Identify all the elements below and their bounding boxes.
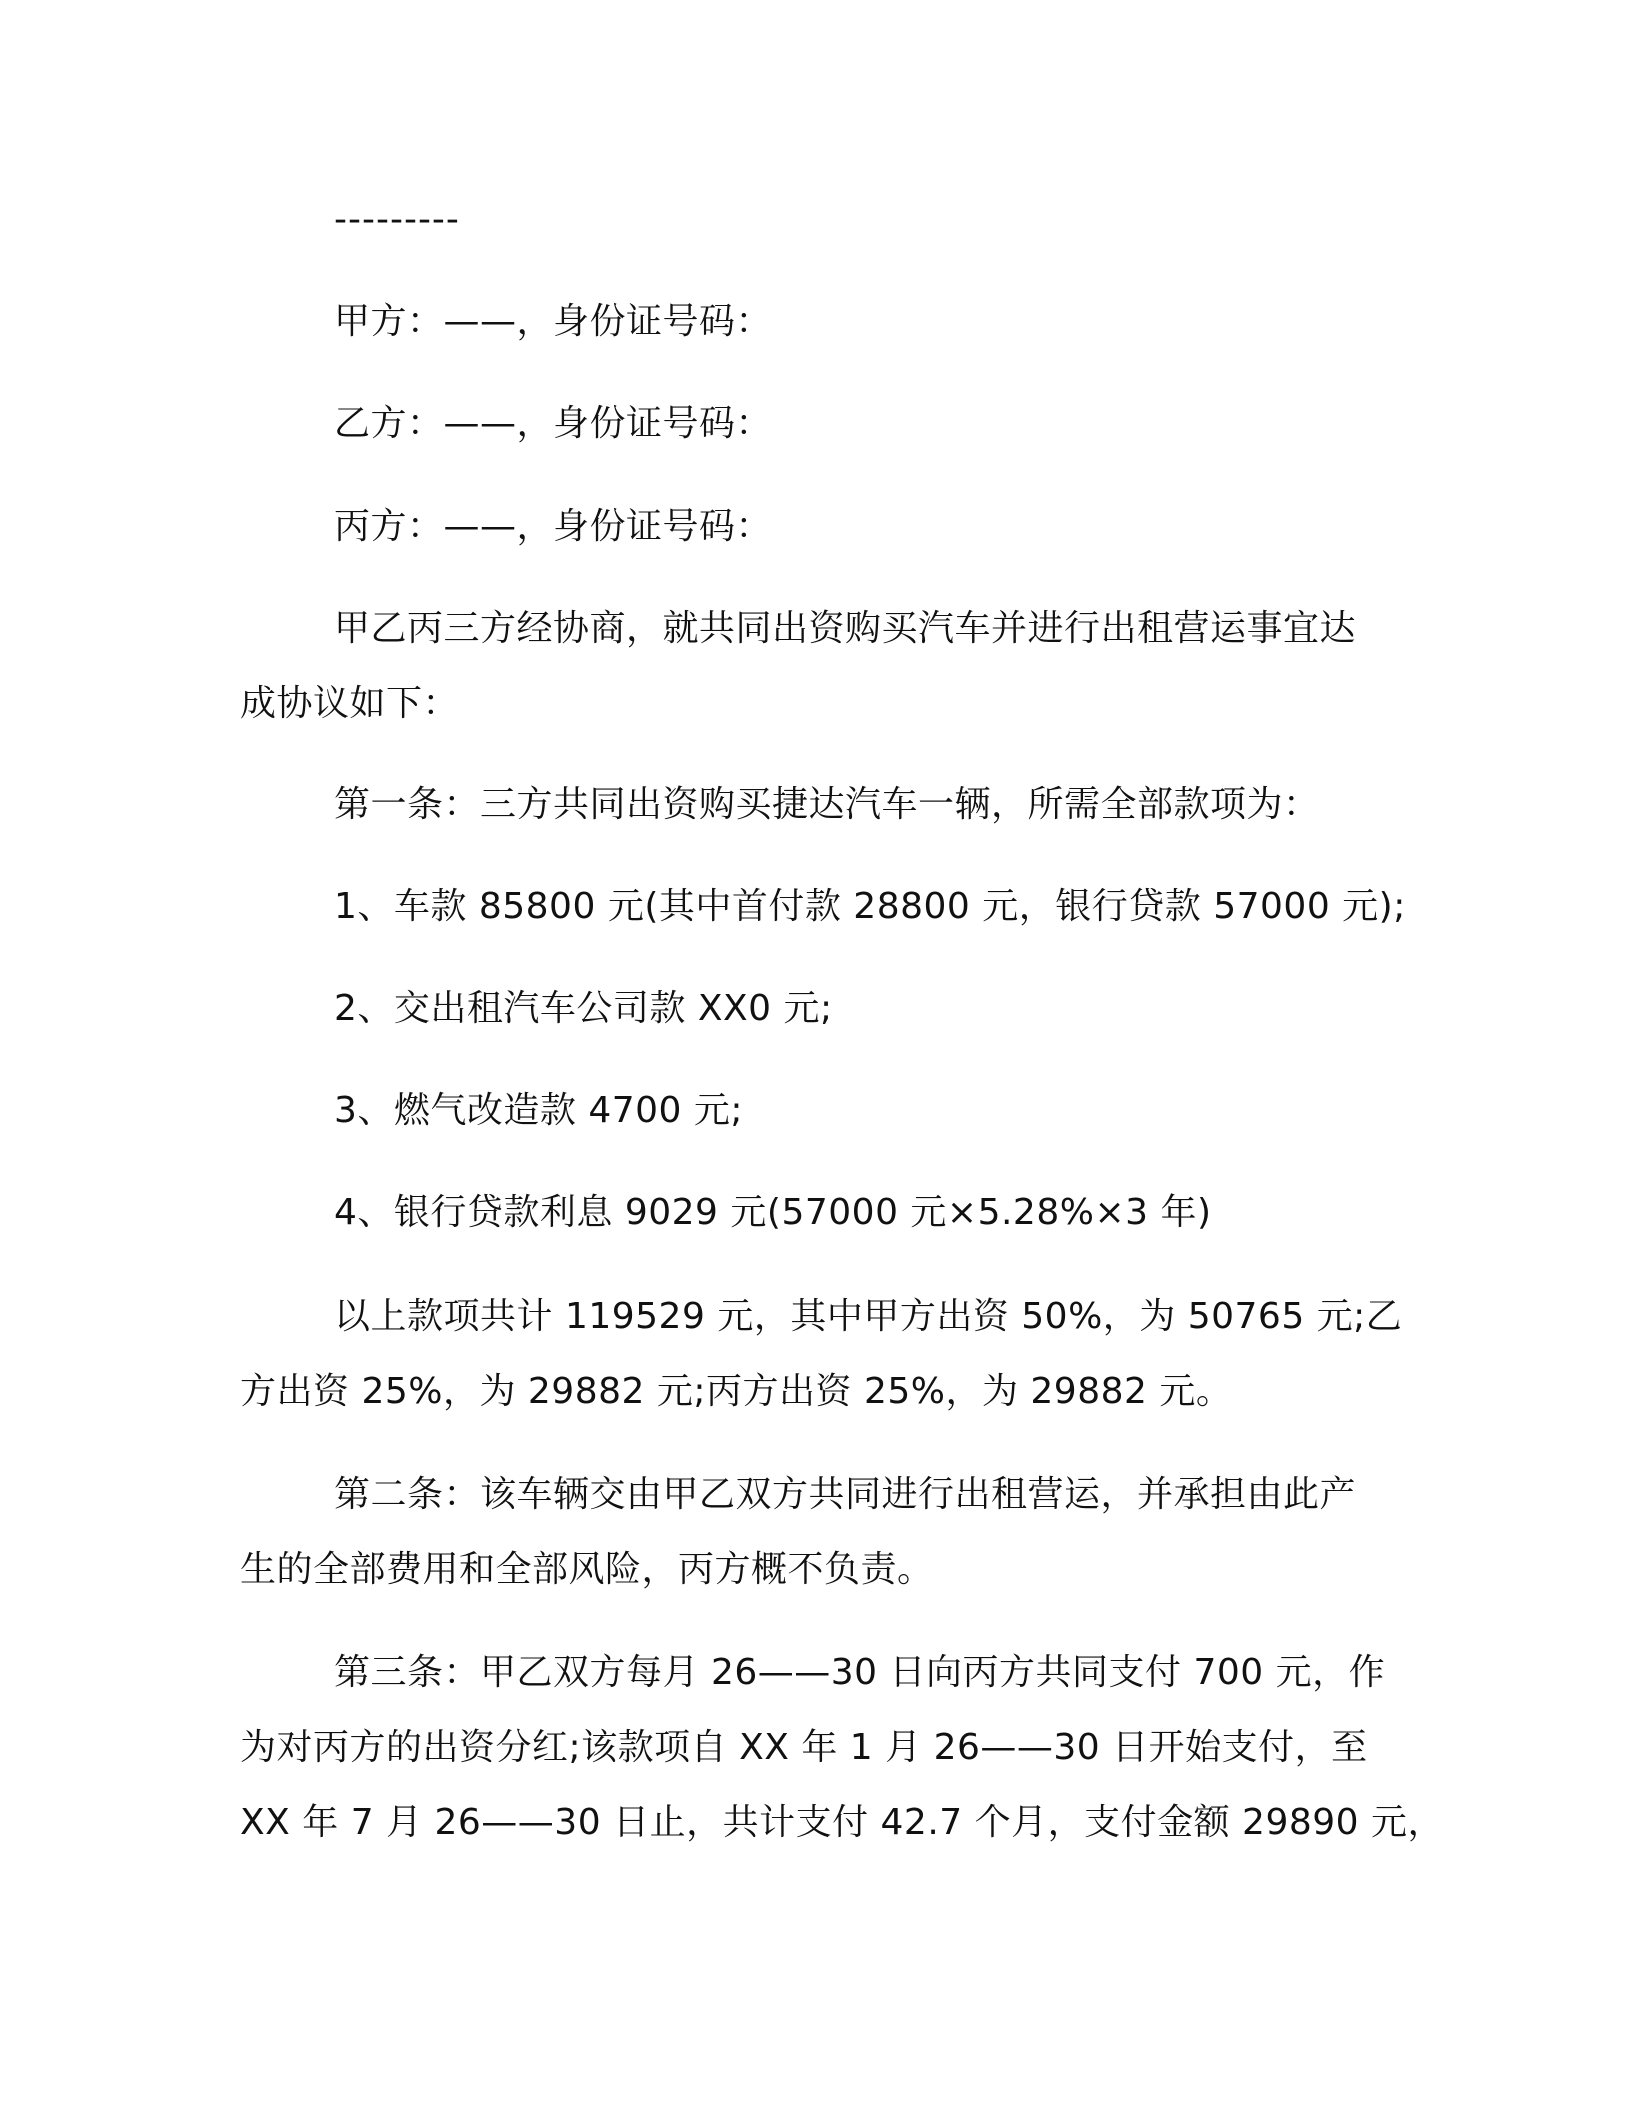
party-b-line: 乙方：——，身份证号码： (334, 403, 773, 444)
payment-item-4: 4、银行贷款利息 9029 元(57000 元×5.28%×3 年) (334, 1192, 1212, 1233)
payment-item-3: 3、燃气改造款 4700 元; (334, 1090, 744, 1131)
payment-item-2: 2、交出租汽车公司款 XX0 元; (334, 988, 833, 1029)
article-3-line-2: 为对丙方的出资分红;该款项自 XX 年 1 月 26——30 日开始支付，至 (240, 1727, 1368, 1768)
article-2-line-2: 生的全部费用和全部风险，丙方概不负责。 (240, 1549, 934, 1590)
intro-paragraph-line-2: 成协议如下： (240, 683, 460, 724)
article-1-line: 第一条：三方共同出资购买捷达汽车一辆，所需全部款项为： (334, 784, 1320, 825)
total-paragraph-line-1: 以上款项共计 119529 元，其中甲方出资 50%，为 50765 元;乙 (334, 1296, 1403, 1337)
payment-item-1: 1、车款 85800 元(其中首付款 28800 元，银行贷款 57000 元); (334, 886, 1406, 927)
party-a-line: 甲方：——，身份证号码： (334, 301, 773, 342)
article-3-line-3: XX 年 7 月 26——30 日止，共计支付 42.7 个月，支付金额 29890 元， (240, 1802, 1445, 1843)
intro-paragraph-line-1: 甲乙丙三方经协商，就共同出资购买汽车并进行出租营运事宜达 (334, 608, 1357, 649)
separator-line: --------- (334, 199, 460, 240)
total-paragraph-line-2: 方出资 25%，为 29882 元;丙方出资 25%，为 29882 元。 (240, 1371, 1233, 1412)
article-3-line-1: 第三条：甲乙双方每月 26——30 日向丙方共同支付 700 元，作 (334, 1652, 1386, 1693)
article-2-line-1: 第二条：该车辆交由甲乙双方共同进行出租营运，并承担由此产 (334, 1474, 1357, 1515)
party-c-line: 丙方：——，身份证号码： (334, 506, 773, 547)
